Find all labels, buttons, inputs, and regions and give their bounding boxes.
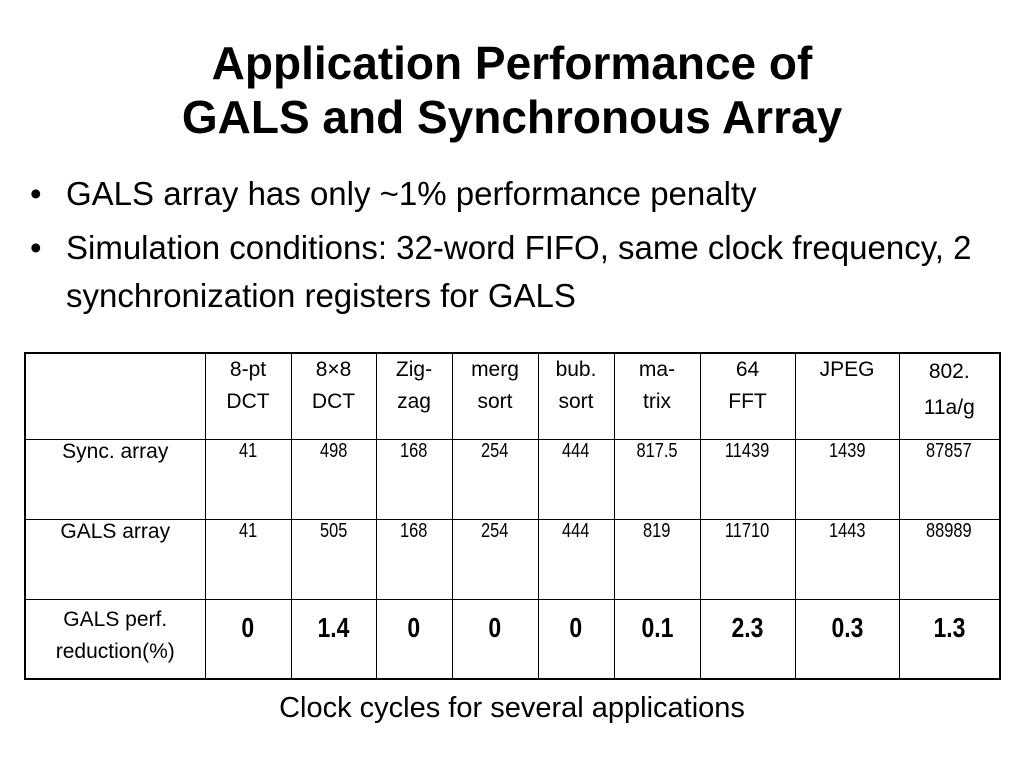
table-cell: 1.3 [899, 599, 1000, 679]
slide-title [0, 36, 1024, 144]
table-container [24, 352, 1001, 680]
table-cell: 1.4 [291, 599, 376, 679]
column-header: bub. sort [538, 353, 614, 439]
table-cell: 254 [452, 439, 538, 519]
table-cell: 0 [376, 599, 452, 679]
table-cell: 498 [291, 439, 376, 519]
table-caption: Clock cycles for several applications [279, 692, 745, 724]
title-line-1: Application Performance of [211, 37, 813, 89]
table-cell: 0 [538, 599, 614, 679]
column-header: ma- trix [614, 353, 700, 439]
column-header: merg sort [452, 353, 538, 439]
row-label: GALS perf. reduction(%) [25, 599, 205, 679]
column-header: 802. 11a/g [899, 353, 1000, 439]
table-cell: 41 [205, 519, 291, 599]
column-header: JPEG [795, 353, 899, 439]
bullet-marker: • [30, 175, 42, 212]
table-cell: 254 [452, 519, 538, 599]
column-header: Zig- zag [376, 353, 452, 439]
bullet-list [28, 170, 1008, 326]
bullet-marker: • [30, 229, 42, 266]
table-cell: 817.5 [614, 439, 700, 519]
column-header: 64 FFT [700, 353, 795, 439]
row-label: GALS array [25, 519, 205, 599]
table-cell: 444 [538, 519, 614, 599]
table-row-gals-array [25, 519, 1000, 599]
table-cell: 0 [452, 599, 538, 679]
table-corner-cell [25, 353, 205, 439]
table-cell: 2.3 [700, 599, 795, 679]
table-row-sync-array [25, 439, 1000, 519]
table-cell: 505 [291, 519, 376, 599]
table-cell: 168 [376, 439, 452, 519]
table-cell: 444 [538, 439, 614, 519]
column-header: 8-pt DCT [205, 353, 291, 439]
bullet-item [28, 224, 1008, 320]
table-cell: 87857 [899, 439, 1000, 519]
bullet-text: Simulation conditions: 32-word FIFO, same clock frequency, 2 synchronization registers for GALS [66, 229, 972, 314]
bullet-text: GALS array has only ~1% performance penalty [66, 175, 757, 212]
column-header: 8×8 DCT [291, 353, 376, 439]
table-cell: 168 [376, 519, 452, 599]
bullet-item [28, 170, 1008, 218]
table-header-row [25, 353, 1000, 439]
table-cell: 819 [614, 519, 700, 599]
table-row-perf-reduction [25, 599, 1000, 679]
table-cell: 0.1 [614, 599, 700, 679]
title-line-2: GALS and Synchronous Array [181, 91, 843, 143]
performance-table [24, 352, 1001, 680]
table-cell: 1443 [795, 519, 899, 599]
table-cell: 11439 [700, 439, 795, 519]
table-cell: 88989 [899, 519, 1000, 599]
table-cell: 41 [205, 439, 291, 519]
table-cell: 11710 [700, 519, 795, 599]
table-cell: 1439 [795, 439, 899, 519]
table-cell: 0 [205, 599, 291, 679]
row-label: Sync. array [25, 439, 205, 519]
table-cell: 0.3 [795, 599, 899, 679]
